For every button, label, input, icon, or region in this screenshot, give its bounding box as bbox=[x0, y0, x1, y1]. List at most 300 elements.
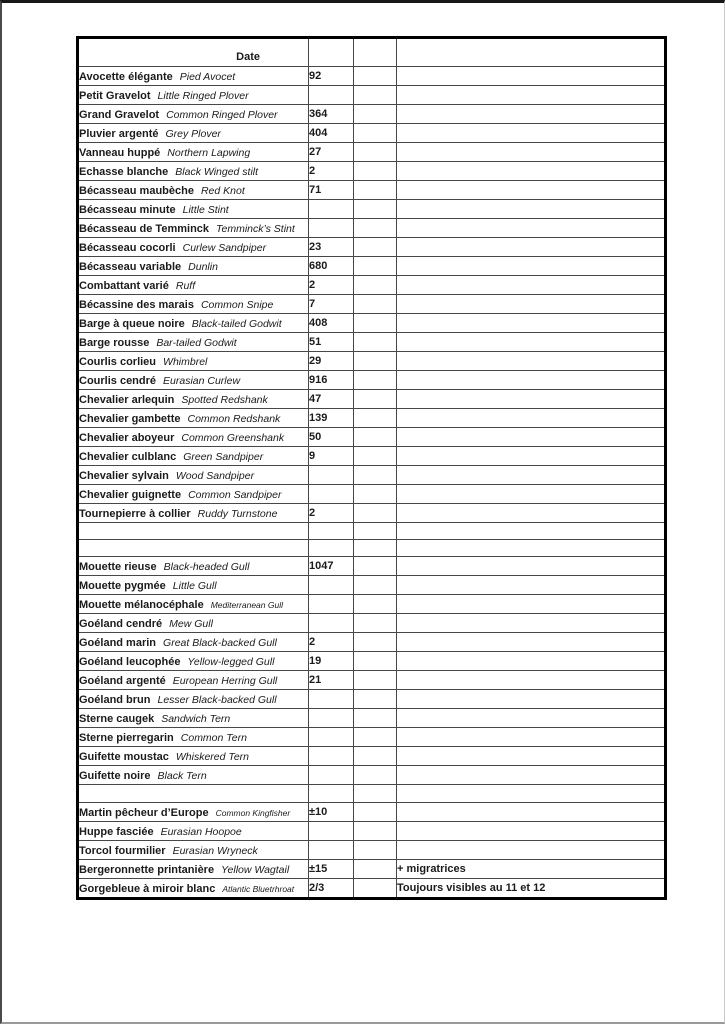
blank-cell bbox=[354, 690, 397, 709]
table-row bbox=[78, 333, 666, 352]
species-english-name: Little Ringed Plover bbox=[157, 90, 249, 102]
species-cell bbox=[78, 200, 309, 219]
spacer-row bbox=[78, 540, 666, 557]
species-english-name: Wood Sandpiper bbox=[175, 470, 255, 482]
species-cell bbox=[78, 485, 309, 504]
count-cell: 408 bbox=[309, 314, 354, 333]
table-row bbox=[78, 352, 666, 371]
note-cell bbox=[397, 671, 666, 690]
count-cell: 92 bbox=[309, 67, 354, 86]
species-english-name: Eurasian Curlew bbox=[163, 375, 241, 387]
table-row bbox=[78, 276, 666, 295]
note-cell bbox=[397, 821, 666, 840]
note-cell bbox=[397, 333, 666, 352]
table-row bbox=[78, 504, 666, 523]
count-cell bbox=[309, 690, 354, 709]
blank-cell bbox=[354, 200, 397, 219]
count-cell: 2 bbox=[309, 276, 354, 295]
species-english-name: Ruddy Turnstone bbox=[197, 508, 278, 520]
note-cell bbox=[397, 728, 666, 747]
note-cell bbox=[397, 352, 666, 371]
note-cell bbox=[397, 504, 666, 523]
species-french-name: Chevalier aboyeur bbox=[79, 432, 175, 444]
note-cell bbox=[397, 614, 666, 633]
species-cell bbox=[78, 105, 309, 124]
table-row bbox=[78, 200, 666, 219]
table-row bbox=[78, 181, 666, 200]
species-french-name: Bécasseau de Temminck bbox=[79, 223, 210, 235]
blank-cell bbox=[354, 859, 397, 878]
note-cell bbox=[397, 390, 666, 409]
species-cell bbox=[78, 652, 309, 671]
count-cell: 1047 bbox=[309, 557, 354, 576]
blank-cell bbox=[354, 257, 397, 276]
table-row bbox=[78, 409, 666, 428]
blank-cell bbox=[354, 747, 397, 766]
date-header: Date bbox=[78, 38, 309, 67]
species-french-name: Goéland brun bbox=[79, 694, 151, 707]
table-row bbox=[78, 747, 666, 766]
blank-cell bbox=[354, 485, 397, 504]
species-english-name: Common Greenshank bbox=[181, 432, 285, 444]
count-cell bbox=[309, 709, 354, 728]
species-english-name: Temminck’s Stint bbox=[216, 223, 295, 235]
species-cell bbox=[78, 257, 309, 276]
species-french-name: Martin pêcheur d’Europe bbox=[79, 806, 209, 819]
blank-cell bbox=[354, 238, 397, 257]
species-french-name: Mouette rieuse bbox=[79, 561, 157, 574]
species-cell bbox=[78, 504, 309, 523]
species-english-name: Whiskered Tern bbox=[175, 751, 250, 764]
count-cell: 23 bbox=[309, 238, 354, 257]
count-cell: 404 bbox=[309, 124, 354, 143]
note-cell bbox=[397, 690, 666, 709]
blank-cell bbox=[354, 821, 397, 840]
table-row bbox=[78, 652, 666, 671]
count-cell bbox=[309, 466, 354, 485]
table-row bbox=[78, 690, 666, 709]
note-cell bbox=[397, 162, 666, 181]
blank-cell bbox=[354, 614, 397, 633]
table-row bbox=[78, 840, 666, 859]
species-french-name: Courlis cendré bbox=[79, 375, 157, 387]
table-row bbox=[78, 390, 666, 409]
species-english-name: European Herring Gull bbox=[172, 675, 278, 688]
table-row bbox=[78, 728, 666, 747]
species-french-name: Bécasseau cocorli bbox=[79, 242, 176, 254]
species-french-name: Chevalier sylvain bbox=[79, 470, 169, 482]
species-cell bbox=[78, 728, 309, 747]
species-french-name: Chevalier gambette bbox=[79, 413, 181, 425]
species-cell bbox=[78, 238, 309, 257]
table-row bbox=[78, 766, 666, 785]
species-cell bbox=[78, 428, 309, 447]
count-cell bbox=[309, 840, 354, 859]
note-cell bbox=[397, 314, 666, 333]
count-cell bbox=[309, 614, 354, 633]
species-english-name: Yellow-legged Gull bbox=[187, 656, 275, 669]
blank-cell bbox=[354, 143, 397, 162]
blank-cell bbox=[354, 67, 397, 86]
blank-cell bbox=[354, 466, 397, 485]
species-cell bbox=[78, 766, 309, 785]
count-cell bbox=[309, 485, 354, 504]
blank-cell bbox=[354, 633, 397, 652]
count-cell bbox=[309, 200, 354, 219]
header-row bbox=[78, 38, 666, 67]
table-row bbox=[78, 447, 666, 466]
species-english-name: Ruff bbox=[175, 280, 196, 292]
blank-cell bbox=[354, 295, 397, 314]
count-cell: 2 bbox=[309, 633, 354, 652]
species-french-name: Tournepierre à collier bbox=[79, 508, 191, 520]
species-english-name: Black Winged stilt bbox=[175, 166, 259, 178]
species-cell bbox=[78, 143, 309, 162]
blank-cell bbox=[354, 162, 397, 181]
species-french-name: Bécasseau minute bbox=[79, 204, 176, 216]
species-english-name: Green Sandpiper bbox=[183, 451, 264, 463]
count-cell: 2/3 bbox=[309, 878, 354, 898]
note-cell bbox=[397, 540, 666, 557]
blank-cell bbox=[354, 709, 397, 728]
species-english-name: Great Black-backed Gull bbox=[163, 637, 277, 650]
species-french-name: Grand Gravelot bbox=[79, 109, 160, 121]
species-english-name: Whimbrel bbox=[163, 356, 208, 368]
table-row bbox=[78, 428, 666, 447]
species-english-name: Sandwich Tern bbox=[161, 713, 231, 726]
species-cell bbox=[78, 747, 309, 766]
species-french-name: Gorgebleue à miroir blanc bbox=[79, 882, 216, 895]
count-cell bbox=[309, 523, 354, 540]
table-row bbox=[78, 219, 666, 238]
species-english-name: Yellow Wagtail bbox=[221, 863, 290, 876]
species-english-name: Curlew Sandpiper bbox=[182, 242, 267, 254]
species-cell bbox=[78, 333, 309, 352]
blank-cell bbox=[354, 576, 397, 595]
species-cell bbox=[78, 614, 309, 633]
species-cell bbox=[78, 576, 309, 595]
table-row bbox=[78, 709, 666, 728]
species-cell bbox=[78, 859, 309, 878]
count-cell bbox=[309, 540, 354, 557]
species-english-name: Red Knot bbox=[200, 185, 245, 197]
species-cell bbox=[78, 671, 309, 690]
table-row bbox=[78, 295, 666, 314]
species-cell bbox=[78, 371, 309, 390]
table-row bbox=[78, 614, 666, 633]
species-french-name: Avocette élégante bbox=[79, 71, 173, 83]
count-cell: 916 bbox=[309, 371, 354, 390]
table-row bbox=[78, 859, 666, 878]
species-cell bbox=[78, 840, 309, 859]
species-english-name: Common Sandpiper bbox=[188, 489, 282, 501]
species-cell bbox=[78, 219, 309, 238]
species-cell bbox=[78, 162, 309, 181]
species-french-name: Mouette pygmée bbox=[79, 580, 166, 593]
count-cell: 50 bbox=[309, 428, 354, 447]
species-english-name: Common Tern bbox=[180, 732, 247, 745]
count-cell bbox=[309, 728, 354, 747]
spacer-row bbox=[78, 785, 666, 802]
species-english-name: Little Stint bbox=[182, 204, 229, 216]
species-cell bbox=[78, 86, 309, 105]
species-english-name: Black Tern bbox=[157, 770, 207, 783]
count-cell: 29 bbox=[309, 352, 354, 371]
bird-observation-table bbox=[76, 36, 667, 900]
note-cell: + migratrices bbox=[397, 859, 666, 878]
blank-cell bbox=[354, 428, 397, 447]
blank-cell bbox=[354, 557, 397, 576]
species-cell bbox=[78, 314, 309, 333]
note-cell bbox=[397, 276, 666, 295]
table-row bbox=[78, 878, 666, 898]
species-french-name: Echasse blanche bbox=[79, 166, 169, 178]
blank-cell bbox=[354, 652, 397, 671]
species-french-name: Bergeronnette printanière bbox=[79, 863, 215, 876]
species-french-name: Goéland leucophée bbox=[79, 656, 181, 669]
species-english-name: Pied Avocet bbox=[179, 71, 236, 83]
table-row bbox=[78, 671, 666, 690]
species-english-name: Bar-tailed Godwit bbox=[156, 337, 237, 349]
blank-cell bbox=[354, 181, 397, 200]
species-english-name: Lesser Black-backed Gull bbox=[157, 694, 277, 707]
note-cell bbox=[397, 840, 666, 859]
table-row bbox=[78, 821, 666, 840]
species-french-name: Courlis corlieu bbox=[79, 356, 157, 368]
blank-cell bbox=[354, 840, 397, 859]
note-cell bbox=[397, 447, 666, 466]
blank-cell bbox=[354, 124, 397, 143]
species-cell bbox=[78, 447, 309, 466]
note-cell bbox=[397, 124, 666, 143]
blank-cell bbox=[354, 105, 397, 124]
blank-cell bbox=[354, 595, 397, 614]
blank-cell bbox=[354, 504, 397, 523]
species-english-name: Eurasian Hoopoe bbox=[160, 825, 242, 838]
table-row bbox=[78, 143, 666, 162]
species-cell bbox=[78, 595, 309, 614]
note-cell bbox=[397, 200, 666, 219]
table-row bbox=[78, 466, 666, 485]
species-french-name: Bécasseau variable bbox=[79, 261, 182, 273]
species-english-name: Common Ringed Plover bbox=[166, 109, 278, 121]
note-cell bbox=[397, 105, 666, 124]
species-cell bbox=[78, 540, 309, 557]
species-cell bbox=[78, 785, 309, 802]
species-english-name: Atlantic Bluetrhroat bbox=[222, 883, 295, 894]
species-english-name: Black-tailed Godwit bbox=[191, 318, 282, 330]
note-cell bbox=[397, 633, 666, 652]
species-french-name: Huppe fasciée bbox=[79, 825, 154, 838]
table-row bbox=[78, 314, 666, 333]
count-cell: 47 bbox=[309, 390, 354, 409]
header-notes-cell bbox=[397, 38, 666, 67]
species-cell bbox=[78, 352, 309, 371]
species-english-name: Eurasian Wryneck bbox=[172, 844, 258, 857]
species-english-name: Common Kingfisher bbox=[215, 807, 291, 818]
table-row bbox=[78, 485, 666, 504]
note-cell bbox=[397, 709, 666, 728]
species-french-name: Barge rousse bbox=[79, 337, 150, 349]
species-english-name: Spotted Redshank bbox=[181, 394, 268, 406]
count-cell: 2 bbox=[309, 162, 354, 181]
note-cell bbox=[397, 557, 666, 576]
species-french-name: Mouette mélanocéphale bbox=[79, 599, 204, 612]
species-cell bbox=[78, 466, 309, 485]
table-row bbox=[78, 238, 666, 257]
note-cell: Toujours visibles au 11 et 12 bbox=[397, 878, 666, 898]
count-cell: 139 bbox=[309, 409, 354, 428]
table-row bbox=[78, 371, 666, 390]
species-french-name: Pluvier argenté bbox=[79, 128, 159, 140]
species-french-name: Sterne caugek bbox=[79, 713, 155, 726]
table-row bbox=[78, 257, 666, 276]
species-french-name: Barge à queue noire bbox=[79, 318, 185, 330]
note-cell bbox=[397, 219, 666, 238]
species-french-name: Guifette noire bbox=[79, 770, 151, 783]
species-cell bbox=[78, 409, 309, 428]
species-french-name: Vanneau huppé bbox=[79, 147, 161, 159]
blank-cell bbox=[354, 352, 397, 371]
note-cell bbox=[397, 747, 666, 766]
count-cell: ±10 bbox=[309, 802, 354, 821]
table-row bbox=[78, 86, 666, 105]
note-cell bbox=[397, 766, 666, 785]
blank-cell bbox=[354, 409, 397, 428]
count-cell: 7 bbox=[309, 295, 354, 314]
note-cell bbox=[397, 238, 666, 257]
note-cell bbox=[397, 428, 666, 447]
species-french-name: Goéland marin bbox=[79, 637, 157, 650]
count-cell: 680 bbox=[309, 257, 354, 276]
blank-cell bbox=[354, 371, 397, 390]
species-english-name: Common Snipe bbox=[200, 299, 274, 311]
blank-cell bbox=[354, 447, 397, 466]
species-french-name: Guifette moustac bbox=[79, 751, 169, 764]
note-cell bbox=[397, 181, 666, 200]
note-cell bbox=[397, 802, 666, 821]
species-english-name: Northern Lapwing bbox=[167, 147, 251, 159]
count-cell bbox=[309, 86, 354, 105]
table-row bbox=[78, 162, 666, 181]
blank-cell bbox=[354, 540, 397, 557]
blank-cell bbox=[354, 878, 397, 898]
note-cell bbox=[397, 595, 666, 614]
header-count-cell bbox=[309, 38, 354, 67]
count-cell: 21 bbox=[309, 671, 354, 690]
note-cell bbox=[397, 409, 666, 428]
species-cell bbox=[78, 709, 309, 728]
count-cell: 71 bbox=[309, 181, 354, 200]
count-cell: 2 bbox=[309, 504, 354, 523]
table-row bbox=[78, 633, 666, 652]
note-cell bbox=[397, 67, 666, 86]
blank-cell bbox=[354, 766, 397, 785]
species-cell bbox=[78, 878, 309, 898]
count-cell: 9 bbox=[309, 447, 354, 466]
count-cell bbox=[309, 821, 354, 840]
species-french-name: Chevalier arlequin bbox=[79, 394, 175, 406]
count-cell: 51 bbox=[309, 333, 354, 352]
note-cell bbox=[397, 652, 666, 671]
species-cell bbox=[78, 821, 309, 840]
species-french-name: Bécasseau maubèche bbox=[79, 185, 194, 197]
species-cell bbox=[78, 276, 309, 295]
blank-cell bbox=[354, 523, 397, 540]
blank-cell bbox=[354, 785, 397, 802]
species-cell bbox=[78, 557, 309, 576]
species-english-name: Mew Gull bbox=[169, 618, 213, 631]
bird-table-body bbox=[78, 38, 666, 899]
count-cell bbox=[309, 595, 354, 614]
species-cell bbox=[78, 523, 309, 540]
table-row bbox=[78, 105, 666, 124]
species-french-name: Torcol fourmilier bbox=[79, 844, 166, 857]
species-cell bbox=[78, 295, 309, 314]
note-cell bbox=[397, 143, 666, 162]
blank-cell bbox=[354, 314, 397, 333]
species-french-name: Bécassine des marais bbox=[79, 299, 194, 311]
table-row bbox=[78, 557, 666, 576]
table-row bbox=[78, 802, 666, 821]
species-cell bbox=[78, 67, 309, 86]
note-cell bbox=[397, 257, 666, 276]
species-french-name: Sterne pierregarin bbox=[79, 732, 174, 745]
blank-cell bbox=[354, 219, 397, 238]
note-cell bbox=[397, 466, 666, 485]
species-french-name: Combattant varié bbox=[79, 280, 169, 292]
note-cell bbox=[397, 485, 666, 504]
blank-cell bbox=[354, 86, 397, 105]
species-english-name: Mediterranean Gull bbox=[210, 600, 283, 611]
note-cell bbox=[397, 576, 666, 595]
blank-cell bbox=[354, 728, 397, 747]
table-row bbox=[78, 67, 666, 86]
species-cell bbox=[78, 633, 309, 652]
note-cell bbox=[397, 785, 666, 802]
table-row bbox=[78, 124, 666, 143]
note-cell bbox=[397, 371, 666, 390]
count-cell bbox=[309, 785, 354, 802]
count-cell: 27 bbox=[309, 143, 354, 162]
note-cell bbox=[397, 523, 666, 540]
count-cell bbox=[309, 747, 354, 766]
note-cell bbox=[397, 86, 666, 105]
blank-cell bbox=[354, 802, 397, 821]
species-french-name: Goéland cendré bbox=[79, 618, 163, 631]
species-english-name: Common Redshank bbox=[187, 413, 281, 425]
blank-cell bbox=[354, 671, 397, 690]
species-cell bbox=[78, 181, 309, 200]
count-cell: 364 bbox=[309, 105, 354, 124]
count-cell bbox=[309, 576, 354, 595]
count-cell: 19 bbox=[309, 652, 354, 671]
species-english-name: Grey Plover bbox=[165, 128, 221, 140]
species-french-name: Chevalier culblanc bbox=[79, 451, 177, 463]
count-cell: ±15 bbox=[309, 859, 354, 878]
header-blank-cell bbox=[354, 38, 397, 67]
species-french-name: Goéland argenté bbox=[79, 675, 166, 688]
spacer-row bbox=[78, 523, 666, 540]
species-cell bbox=[78, 802, 309, 821]
table-row bbox=[78, 595, 666, 614]
count-cell bbox=[309, 219, 354, 238]
species-cell bbox=[78, 390, 309, 409]
table-row bbox=[78, 576, 666, 595]
species-english-name: Dunlin bbox=[188, 261, 218, 273]
species-french-name: Petit Gravelot bbox=[79, 90, 151, 102]
note-cell bbox=[397, 295, 666, 314]
